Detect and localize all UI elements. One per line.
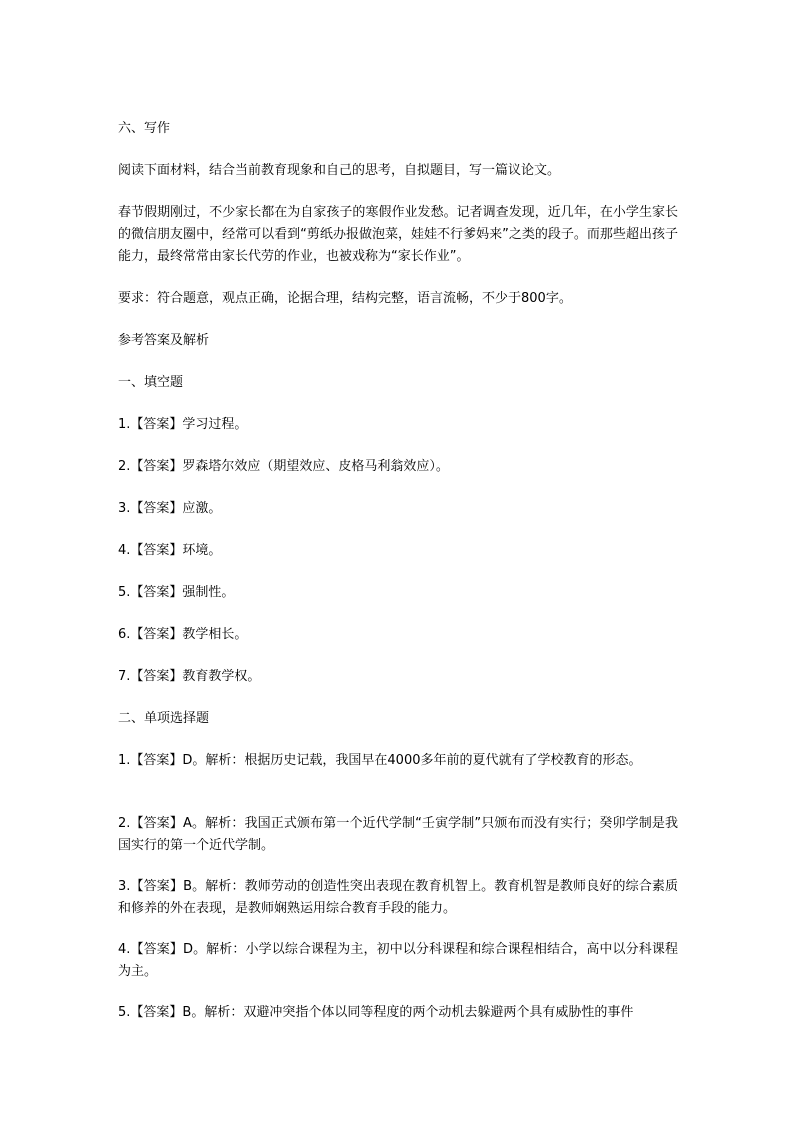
fill-answer-item: 5.【答案】强制性。 — [118, 585, 235, 600]
writing-requirement: 要求：符合题意，观点正确，论据合理，结构完整，语言流畅，不少于800字。 — [118, 291, 572, 306]
choice-answer-item: 3.【答案】B。解析：教师劳动的创造性突出表现在教育机智上。教育机智是教师良好的综合素质和修养的外在表现，是教师娴熟运用综合教育手段的能力。 — [118, 879, 678, 916]
choice-answer-item: 5.【答案】B。解析：双避冲突指个体以同等程度的两个动机去躲避两个具有威胁性的事件 — [118, 1005, 634, 1020]
answers-title: 参考答案及解析 — [118, 333, 210, 348]
fill-answer-item: 7.【答案】教育教学权。 — [118, 669, 261, 684]
fill-answer-item: 2.【答案】罗森塔尔效应（期望效应、皮格马利翁效应）。 — [118, 459, 449, 474]
fill-answer-item: 3.【答案】应激。 — [118, 501, 222, 516]
section-heading-fill: 一、填空题 — [118, 375, 184, 390]
section-heading-writing: 六、写作 — [118, 121, 171, 136]
fill-answer-item: 1.【答案】学习过程。 — [118, 417, 248, 432]
fill-answer-item: 4.【答案】环境。 — [118, 543, 222, 558]
choice-answer-item: 4.【答案】D。解析：小学以综合课程为主，初中以分科课程和综合课程相结合，高中以分科课程为主。 — [118, 942, 678, 979]
fill-answer-item: 6.【答案】教学相长。 — [118, 627, 248, 642]
writing-material: 春节假期刚过，不少家长都在为自家孩子的寒假作业发愁。记者调查发现，近几年，在小学生家长的微信朋友圈中，经常可以看到“剪纸办报做泡菜，娃娃不行爹妈来”之类的段子。而那些超出孩子能力，最终常常由家长代劳的作业，也被戏称为“家长作业”。 — [118, 205, 678, 264]
choice-answer-item: 2.【答案】A。解析：我国正式颁布第一个近代学制“壬寅学制”只颁布而没有实行；癸卯学制是我国实行的第一个近代学制。 — [118, 816, 678, 853]
document-page — [118, 118, 678, 1024]
writing-instruction: 阅读下面材料，结合当前教育现象和自己的思考，自拟题目，写一篇议论文。 — [118, 163, 561, 178]
choice-answer-item: 1.【答案】D。解析：根据历史记载，我国早在4000多年前的夏代就有了学校教育的形态。 — [118, 753, 642, 768]
section-heading-single-choice: 二、单项选择题 — [118, 711, 210, 726]
